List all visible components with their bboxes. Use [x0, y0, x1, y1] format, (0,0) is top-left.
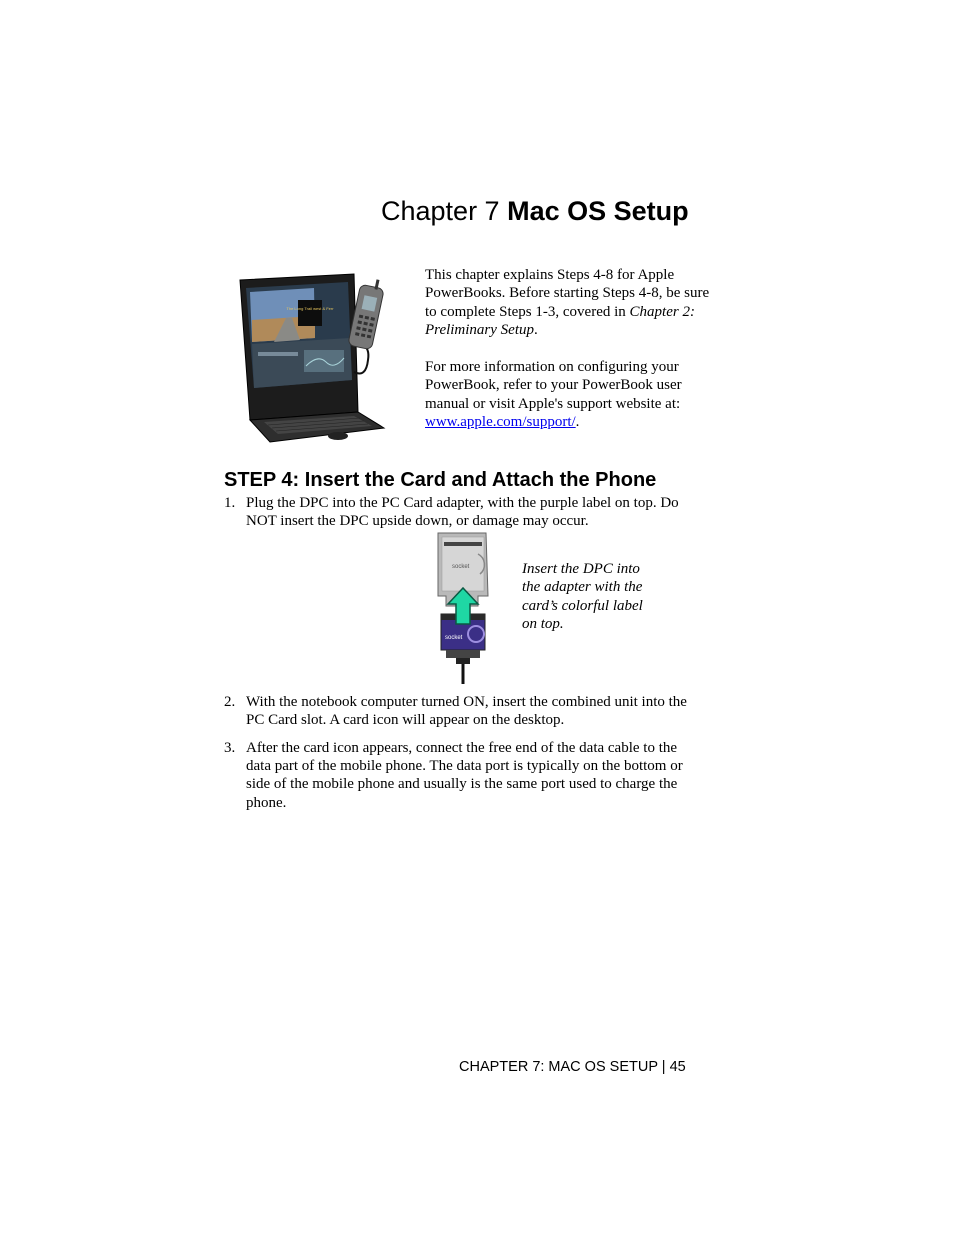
intro-period-2: .: [575, 414, 580, 431]
list-number: 2.: [224, 694, 236, 710]
chapter-prefix: Chapter 7: [381, 196, 508, 226]
intro-text-2: For more information on configuring your PowerBook, refer to your PowerBook user manual or visit Apple's support website at:: [425, 359, 682, 412]
page-footer: [459, 1059, 686, 1075]
card-caption: Insert the DPC into the adapter with the card’s colorful label on top.: [522, 561, 643, 633]
list-number: 3.: [224, 740, 236, 756]
apple-support-link[interactable]: www.apple.com/support/: [425, 414, 576, 431]
list-text: After the card icon appears, connect the free end of the data cable to the data part of the mobile phone. The data port is typically on the bottom or side of the mobile phone and usually is the same port used to charge the phone.: [246, 740, 683, 811]
intro-paragraph-1: [425, 266, 715, 340]
list-item: [224, 494, 704, 530]
footer-chapter: CHAPTER 7: MAC OS SETUP: [459, 1059, 658, 1075]
card-label: socket: [445, 635, 463, 641]
powerbook-phone-illustration: [234, 252, 394, 447]
intro-text: This chapter explains Steps 4-8 for Apple PowerBooks. Before starting Steps 4-8, be sure to complete Steps 1-3, covered in: [425, 267, 710, 320]
intro-paragraph-2: [425, 358, 715, 432]
chapter-title: [381, 196, 689, 227]
list-text: Plug the DPC into the PC Card adapter, with the purple label on top. Do NOT insert the DPC upside down, or damage may occur.: [246, 495, 679, 530]
list-number: 1.: [224, 495, 236, 511]
step-heading: STEP 4: Insert the Card and Attach the Phone: [224, 469, 657, 491]
list-item: [224, 693, 704, 729]
page-number: 45: [669, 1059, 686, 1075]
adapter-label: socket: [452, 564, 470, 570]
footer-separator: |: [661, 1059, 666, 1075]
screen-caption: The Long Trail west & Ferr: [286, 306, 334, 311]
chapter-2-reference: Chapter 2: Preliminary Setup: [425, 303, 695, 339]
intro-period: .: [534, 322, 538, 339]
list-item: [224, 739, 704, 812]
pc-card-adapter-illustration: [434, 532, 494, 686]
list-text: With the notebook computer turned ON, insert the combined unit into the PC Card slot. A card icon will appear on the desktop.: [246, 694, 687, 729]
chapter-name: Mac OS Setup: [507, 196, 689, 226]
